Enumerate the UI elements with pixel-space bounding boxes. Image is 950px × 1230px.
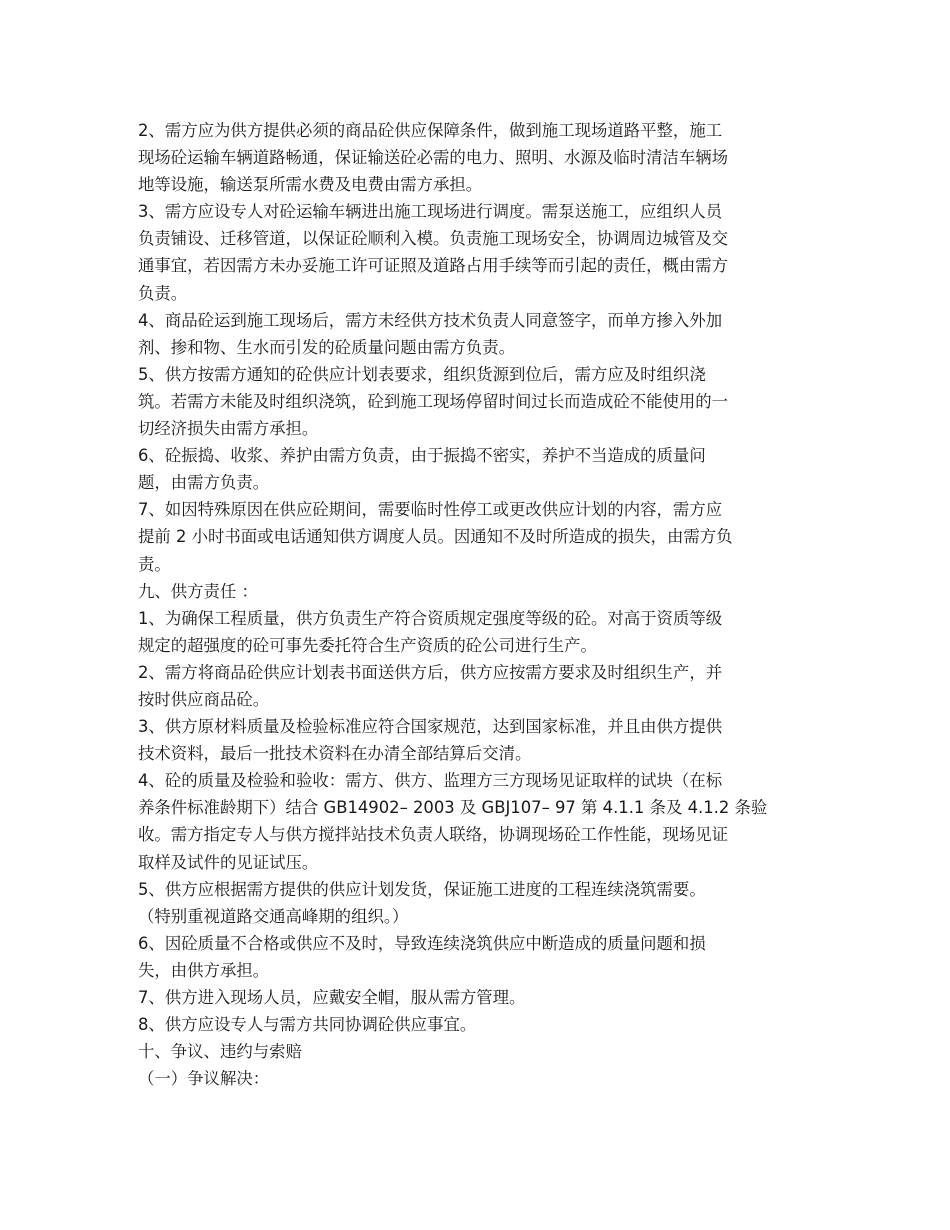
subsection-heading: （一）争议解决： [138, 1069, 270, 1089]
text-line: 5、供方按需方通知的砼供应计划表要求，组织货源到位后，需方应及时组织浇 [138, 364, 706, 384]
text-line: 7、供方进入现场人员，应戴安全帽，服从需方管理。 [138, 988, 526, 1007]
text-line: 剂、掺和物、生水而引发的砼质量问题由需方负责。 [138, 337, 515, 357]
text-line: 取样及试件的见证试压。 [138, 852, 319, 872]
text-line: 收。需方指定专人与供方搅拌站技术负责人联络，协调现场砼工作性能，现场见证 [138, 825, 729, 845]
text-line: 按时供应商品砼。 [138, 689, 270, 709]
text-line: 4、砼的质量及检验和验收：需方、供方、监理方三方现场见证取样的试块（在标 [138, 771, 723, 791]
text-line: 4、商品砼运到施工现场后，需方未经供方技术负责人同意签字，而单方掺入外加 [138, 310, 723, 330]
text-line: 负责。 [138, 283, 188, 303]
section-heading: 九、供方责任 ： [138, 581, 258, 601]
text-line: 6、砼振捣、收浆、养护由需方负责，由于振捣不密实，养护不当造成的质量问 [138, 446, 706, 466]
text-line: （特别重视道路交通高峰期的组织。） [138, 906, 409, 926]
text-line: 通事宜，若因需方未办妥施工许可证照及道路占用手续等而引起的责任，概由需方 [138, 256, 729, 276]
text-line: 5、供方应根据需方提供的供应计划发货，保证施工进度的工程连续浇筑需要。 [138, 879, 706, 899]
text-line: 6、因砼质量不合格或供应不及时，导致连续浇筑供应中断造成的质量问题和损 [138, 933, 706, 953]
text-line: 地等设施，输送泵所需水费及电费由需方承担。 [138, 175, 483, 195]
section-heading: 十、争议、违约与索赔 [138, 1042, 302, 1062]
text-line: 1、为确保工程质量，供方负责生产符合资质规定强度等级的砼。对高于资质等级 [138, 608, 723, 628]
text-line: 7、如因特殊原因在供应砼期间，需要临时性停工或更改供应计划的内容，需方应 [138, 500, 723, 520]
text-line: 养条件标准龄期下）结合 GB14902– 2003 及 GBJ107– 97 第 4.1.1 条及 4.1.2 条验 [138, 798, 768, 818]
text-line: 8、供方应设专人与需方共同协调砼供应事宜。 [138, 1015, 477, 1035]
text-line: 3、供方原材料质量及检验标准应符合国家规范，达到国家标准，并且由供方提供 [138, 717, 723, 737]
text-line: 现场砼运输车辆道路畅通，保证输送砼必需的电力、照明、水源及临时清洁车辆场 [138, 148, 729, 168]
text-line: 提前 2 小时书面或电话通知供方调度人员。因通知不及时所造成的损失，由需方负 [138, 527, 733, 547]
text-line: 3、需方应设专人对砼运输车辆进出施工现场进行调度。需泵送施工，应组织人员 [138, 202, 723, 222]
text-line: 技术资料，最后一批技术资料在办清全部结算后交清。 [138, 744, 532, 764]
text-line: 规定的超强度的砼可事先委托符合生产资质的砼公司进行生产。 [138, 635, 597, 655]
text-line: 2、需方应为供方提供必须的商品砼供应保障条件，做到施工现场道路平整，施工 [138, 121, 723, 140]
text-line: 失，由供方承担。 [138, 960, 270, 980]
text-line: 责。 [138, 554, 171, 574]
text-line: 切经济损失由需方承担。 [138, 419, 319, 439]
text-line: 题，由需方负责。 [138, 473, 270, 493]
text-line: 负责铺设、迁移管道，以保证砼顺利入模。负责施工现场安全，协调周边城管及交 [138, 229, 729, 249]
text-line: 2、需方将商品砼供应计划表书面送供方后，供方应按需方要求及时组织生产，并 [138, 662, 723, 682]
text-line: 筑。若需方未能及时组织浇筑，砼到施工现场停留时间过长而造成砼不能使用的一 [138, 391, 729, 411]
